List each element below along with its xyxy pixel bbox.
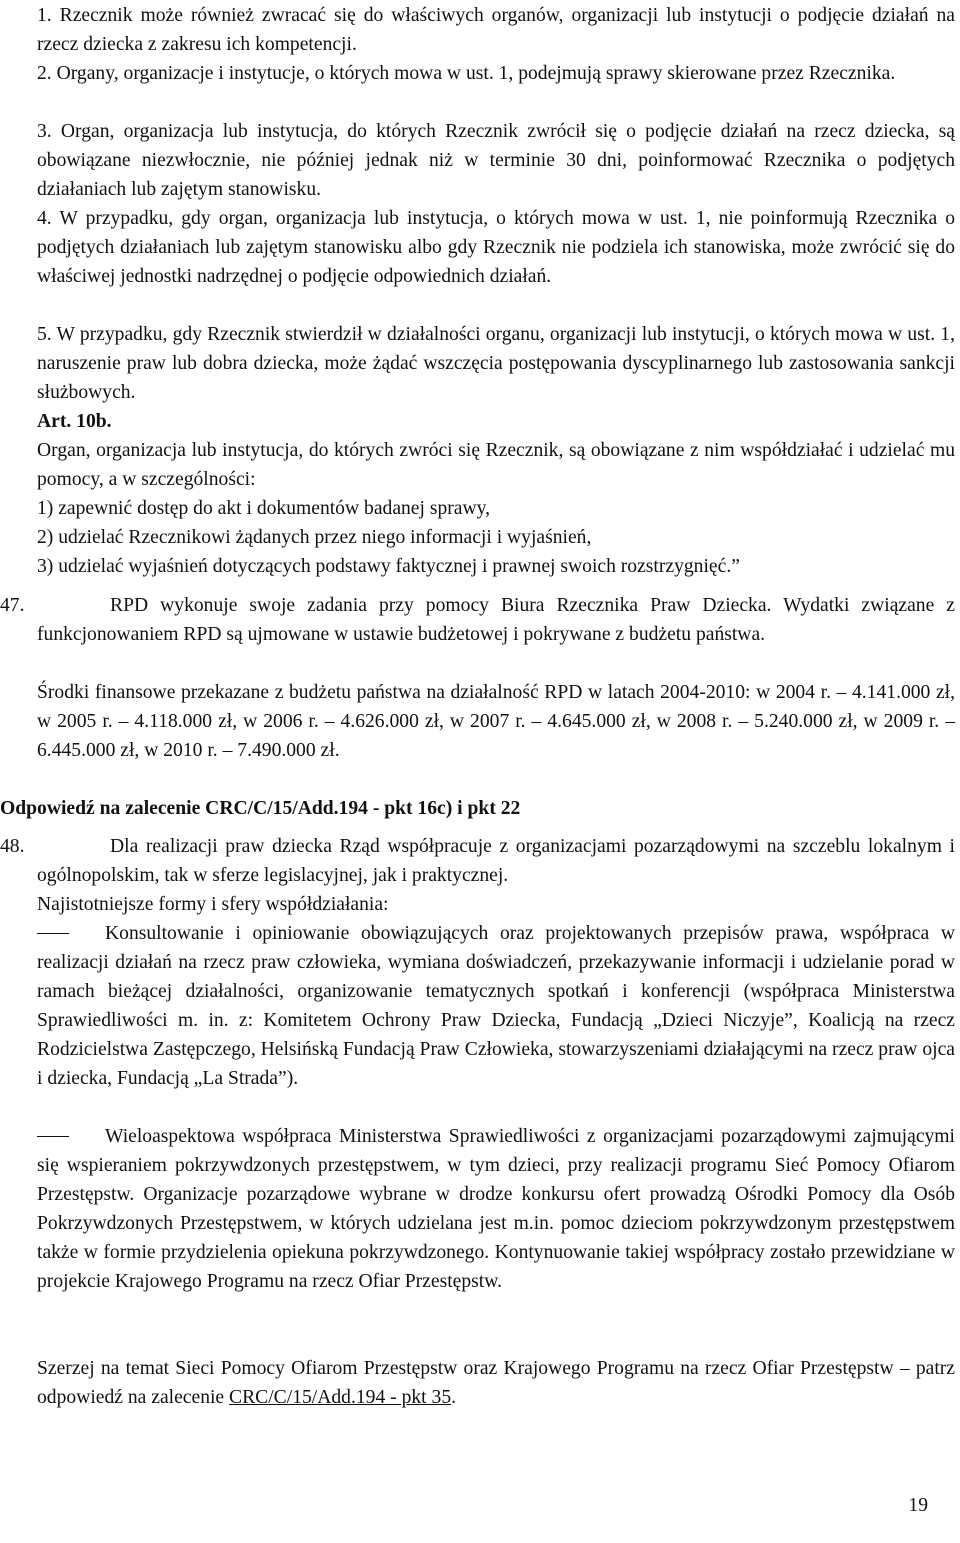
reference-text: Szerzej na temat Sieci Pomocy Ofiarom Przestępstw oraz Krajowego Programu na rzecz Ofiar Przestępstw – patrz odpowiedź na zalecenie — [37, 1358, 955, 1408]
art10b-item-2: 2) udzielać Rzecznikowi żądanych przez niego informacji i wyjaśnień, — [37, 527, 592, 548]
art10a-paragraph-5: 5. W przypadku, gdy Rzecznik stwierdził w działalności organu, organizacji lub instytucji, o których mowa w ust. 1, naruszenie praw lub dobra dziecka, może żądać wszczęcia postępowania dyscyplinarnego lub zastosowania sankcji służbowych. — [37, 324, 955, 403]
art10b-item-3: 3) udzielać wyjaśnień dotyczących podstawy faktycznej i prawnej swoich rozstrzygnięć.” — [37, 556, 740, 577]
paragraph-48 — [0, 832, 955, 890]
paragraph-47-funds: Środki finansowe przekazane z budżetu państwa na działalność RPD w latach 2004-2010: w 2004 r. – 4.141.000 zł, w 2005 r. – 4.118.000 zł, w 2006 r. – 4.626.000 zł, w 2007 r. – 4.645.000 zł, w 2008 r. – 5.240.000 zł, w 2009 r. – 6.445.000 zł, w 2010 r. – 7.490.000 zł. — [37, 682, 955, 761]
paragraph-48-reference — [37, 1354, 955, 1412]
art10a-paragraph-1: 1. Rzecznik może również zwracać się do właściwych organów, organizacji lub instytucji o podjęcie działań na rzecz dziecka z zakresu ich kompetencji. — [37, 5, 955, 55]
dash-bullet-icon — [37, 1136, 69, 1137]
bullet-item-2-text: Wieloaspektowa współpraca Ministerstwa Sprawiedliwości z organizacjami pozarządowymi zajmującymi się wspieraniem pokrzywdzonych przestępstwem, w tym dzieci, przy realizacji programu Sieć Pomocy Ofiarom Przestępstw. Organizacje pozarządowe wybrane w drodze konkursu ofert prowadzą Ośrodki Pomocy dla Osób Pokrzywdzonych Przestępstwem, w których udzielana jest m.in. pomoc dzieciom pokrzywdzonym przestępstwem także w formie przydzielenia opiekuna pokrzywdzonego. Kontynuowanie takiej współpracy zostało przewidziane w projekcie Krajowego Programu na rzecz Ofiar Przestępstw. — [37, 1126, 955, 1292]
paragraph-47 — [0, 591, 955, 649]
reference-link[interactable]: CRC/C/15/Add.194 - pkt 35 — [229, 1387, 452, 1408]
art10a-paragraph-2: 2. Organy, organizacje i instytucje, o których mowa w ust. 1, podejmują sprawy skierowane przez Rzecznika. — [37, 63, 896, 84]
paragraph-48-forms: Najistotniejsze formy i sfery współdziałania: — [37, 894, 389, 915]
page-number: 19 — [908, 1495, 928, 1516]
paragraph-48-text: Dla realizacji praw dziecka Rząd współpracuje z organizacjami pozarządowymi na szczeblu lokalnym i ogólnopolskim, tak w sferze legislacyjnej, jak i praktycznej. — [37, 836, 955, 886]
paragraph-47-text: RPD wykonuje swoje zadania przy pomocy Biura Rzecznika Praw Dziecka. Wydatki związane z funkcjonowaniem RPD są ujmowane w ustawie budżetowej i pokrywane z budżetu państwa. — [37, 595, 955, 645]
dash-bullet-icon — [37, 933, 69, 934]
paragraph-48-number: 48. — [0, 836, 25, 857]
bullet-item-1 — [37, 919, 955, 1093]
section-heading: Odpowiedź na zalecenie CRC/C/15/Add.194 - pkt 16c) i pkt 22 — [0, 798, 521, 819]
reference-suffix: . — [451, 1387, 457, 1408]
bullet-item-1-text: Konsultowanie i opiniowanie obowiązujących oraz projektowanych przepisów prawa, współpraca w realizacji działań na rzecz praw człowieka, wymiana doświadczeń, przekazywanie informacji i udzielanie porad w ramach bieżącej działalności, organizowanie tematycznych spotkań i konferencji (współpraca Ministerstwa Sprawiedliwości m. in. z: Komitetem Ochrony Praw Dziecka, Fundacją „Dzieci Niczyje”, Koalicją na rzecz Rodzicielstwa Zastępczego, Helsińską Fundacją Praw Człowieka, stowarzyszeniami działającymi na rzecz praw ojca i dziecka, Fundacją „La Strada”). — [37, 923, 955, 1089]
art10b-item-1: 1) zapewnić dostęp do akt i dokumentów badanej sprawy, — [37, 498, 491, 519]
art10a-paragraph-3: 3. Organ, organizacja lub instytucja, do których Rzecznik zwrócił się o podjęcie działań na rzecz dziecka, są obowiązane niezwłocznie, nie później jednak niż w terminie 30 dni, poinformować Rzecznika o podjętych działaniach lub zajętym stanowisku. — [37, 121, 955, 200]
bullet-item-2 — [37, 1122, 955, 1296]
art10b-heading: Art. 10b. — [37, 411, 112, 432]
art10b-intro: Organ, organizacja lub instytucja, do których zwróci się Rzecznik, są obowiązane z nim współdziałać i udzielać mu pomocy, a w szczególności: — [37, 440, 955, 490]
art10a-paragraph-4: 4. W przypadku, gdy organ, organizacja lub instytucja, o których mowa w ust. 1, nie poinformują Rzecznika o podjętych działaniach lub zajętym stanowisku albo gdy Rzecznik nie podziela ich stanowiska, może zwrócić się do właściwej jednostki nadrzędnej o podjęcie odpowiednich działań. — [37, 208, 955, 287]
paragraph-47-number: 47. — [0, 595, 25, 616]
